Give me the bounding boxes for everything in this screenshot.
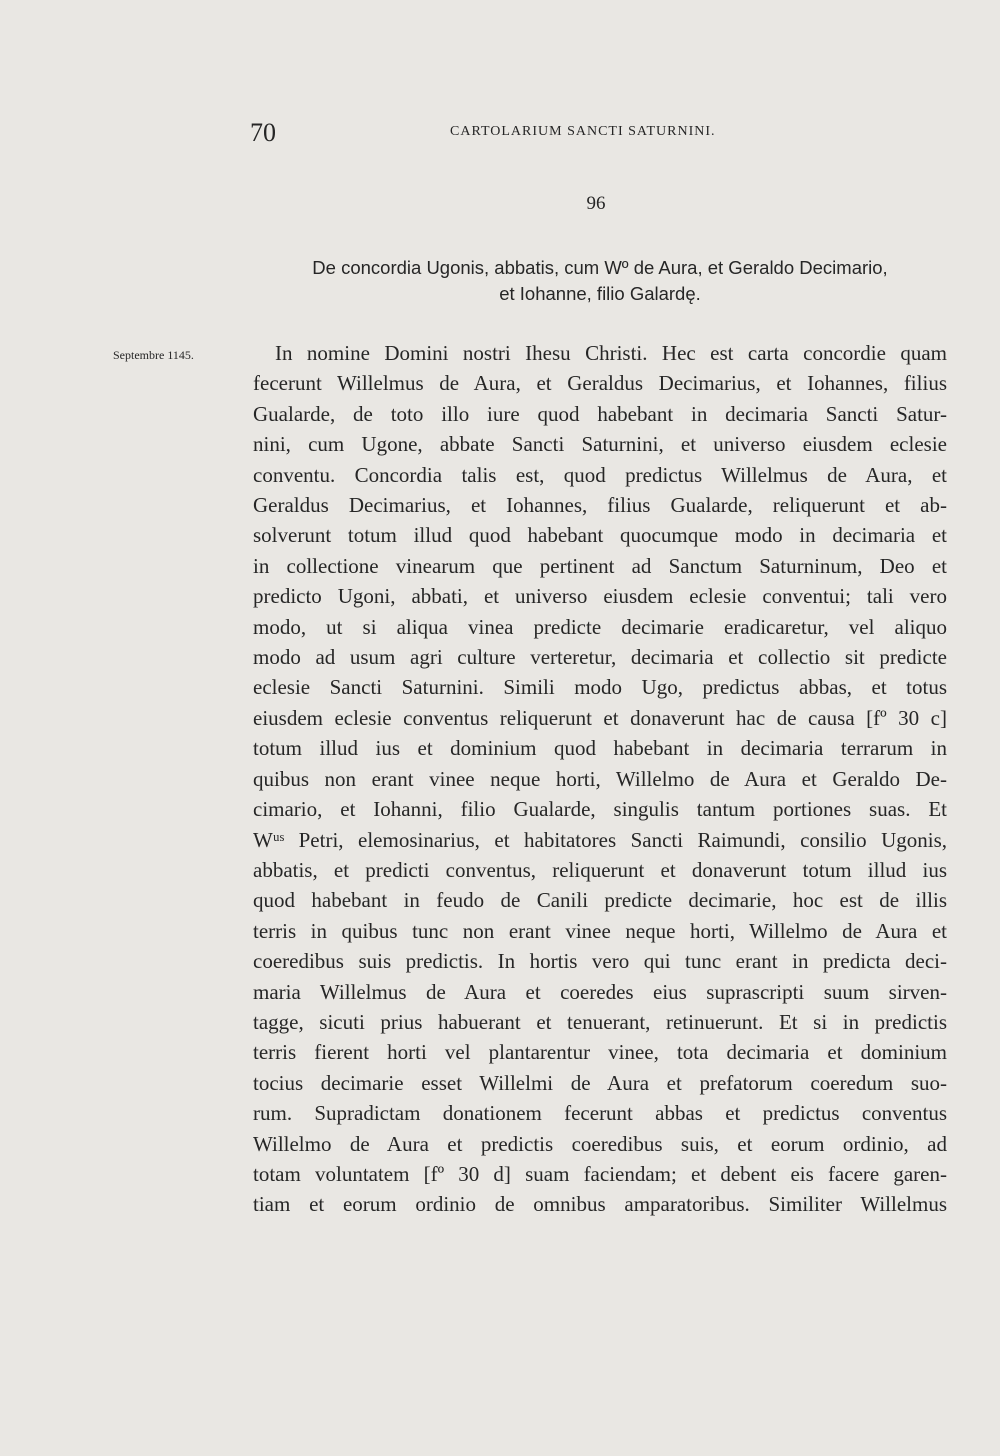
page-number: 70 [250,118,276,147]
body-line: fecerunt Willelmus de Aura, et Geraldus Decimarius, et Iohannes, filius [253,371,947,396]
body-line: terris fierent horti vel plantarentur vinee, tota decimaria et dominium [253,1040,947,1065]
body-line: eiusdem eclesie conventus reliquerunt et donaverunt hac de causa [fº 30 c] [253,705,947,730]
body-line: solverunt totum illud quod habebant quocumque modo in decimaria et [253,523,947,548]
body-line: predicto Ugoni, abbati, et universo eiusdem eclesie conventui; tali vero [253,584,947,609]
body-line: Geraldus Decimarius, et Iohannes, filius Gualarde, reliquerunt et ab- [253,493,947,518]
body-line: abbatis, et predicti conventus, reliquerunt et donaverunt totum illud ius [253,857,947,882]
body-line: Willelmo de Aura et predictis coeredibus suis, et eorum ordinio, ad [253,1131,947,1156]
charter-title-line: et Iohanne, filio Galardę. [499,283,701,304]
running-head [250,118,950,152]
body-line: in collectione vinearum que pertinent ad Sanctum Saturninum, Deo et [253,553,947,578]
body-line: Wᵘˢ Petri, elemosinarius, et habitatores Sancti Raimundi, consilio Ugonis, [253,827,947,852]
body-line: modo ad usum agri culture verteretur, decimaria et collectio sit predicte [253,645,947,670]
body-line: coeredibus suis predictis. In hortis vero qui tunc erant in predicta deci- [253,949,947,974]
charter-title-line: De concordia Ugonis, abbatis, cum Wº de Aura, et Geraldo Decimario, [312,257,888,278]
body-line: rum. Supradictam donationem fecerunt abbas et predictus conventus [253,1101,947,1126]
body-line: quod habebant in feudo de Canili predicte decimarie, hoc est de illis [253,888,947,913]
body-line: tocius decimarie esset Willelmi de Aura et prefatorum coeredum suo- [253,1070,947,1095]
body-line: terris in quibus tunc non erant vinee neque horti, Willelmo de Aura et [253,918,947,943]
body-line: In nomine Domini nostri Ihesu Christi. Hec est carta concordie quam [275,341,947,365]
body-line: nini, cum Ugone, abbate Sancti Saturnini, et universo eiusdem eclesie [253,432,947,457]
body-line: eclesie Sancti Saturnini. Simili modo Ugo, predictus abbas, et totus [253,675,947,700]
body-line: Gualarde, de toto illo iure quod habebant in decimaria Sancti Satur- [253,401,947,426]
body-line: modo, ut si aliqua vinea predicte decimarie eradicaretur, vel aliquo [253,614,947,639]
body-line: quibus non erant vinee neque horti, Willelmo de Aura et Geraldo De- [253,766,947,791]
body-line: totum illud ius et dominium quod habebant in decimaria terrarum in [253,736,947,761]
margin-date: Septembre 1145. [113,348,194,362]
charter-number: 96 [586,193,606,214]
charter-title [250,255,950,307]
body-line: totam voluntatem [fº 30 d] suam faciendam; et debent eis facere garen- [253,1161,947,1186]
charter-body [253,338,947,1220]
running-title: CARTOLARIUM SANCTI SATURNINI. [450,124,716,139]
body-line: conventu. Concordia talis est, quod predictus Willelmus de Aura, et [253,462,947,487]
body-line: maria Willelmus de Aura et coeredes eius suprascripti suum sirven- [253,979,947,1004]
body-line: cimario, et Iohanni, filio Gualarde, singulis tantum portiones suas. Et [253,797,947,822]
body-line: tiam et eorum ordinio de omnibus amparatoribus. Similiter Willelmus [253,1192,947,1217]
body-line: tagge, sicuti prius habuerant et tenuerant, retinuerunt. Et si in predictis [253,1009,947,1034]
